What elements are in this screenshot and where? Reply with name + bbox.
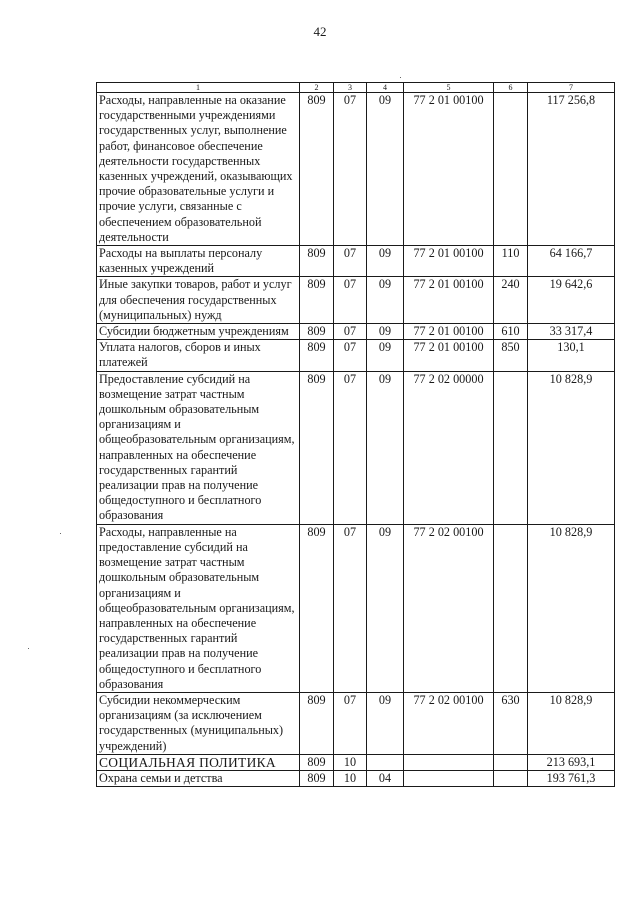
expense-name: Субсидии некоммерческим организациям (за исключением государственных (муниципальных) учреждений) (97, 692, 300, 754)
expense-name: Иные закупки товаров, работ и услуг для обеспечения государственных (муниципальных) нужд (97, 277, 300, 324)
budget-table (96, 82, 615, 787)
column-header: 5 (404, 83, 494, 93)
target-article-code: 77 2 02 00100 (404, 692, 494, 754)
section-code: 07 (334, 277, 367, 324)
table-row (97, 692, 615, 754)
target-article-code (404, 770, 494, 786)
column-header: 7 (528, 83, 615, 93)
column-header: 3 (334, 83, 367, 93)
subsection-code: 09 (367, 277, 404, 324)
table-row-section (97, 754, 615, 770)
section-code: 10 (334, 770, 367, 786)
section-code: 07 (334, 246, 367, 277)
ministry-code: 809 (300, 754, 334, 770)
subsection-code (367, 754, 404, 770)
column-header: 1 (97, 83, 300, 93)
subsection-code: 09 (367, 340, 404, 371)
subsection-code: 09 (367, 93, 404, 246)
expense-name: Расходы, направленные на оказание государственными учреждениями государственных услуг, выполнение работ, финансовое обеспечение деятельности государственных казенных учреждений, оказывающих прочие образовательные услуги и прочие услуги, связанные с обеспечением образовательной деятельности (97, 93, 300, 246)
ministry-code: 809 (300, 324, 334, 340)
table-row (97, 340, 615, 371)
expense-name: Охрана семьи и детства (97, 770, 300, 786)
amount: 10 828,9 (528, 692, 615, 754)
amount: 19 642,6 (528, 277, 615, 324)
target-article-code: 77 2 01 00100 (404, 246, 494, 277)
table-header-row (97, 83, 615, 93)
amount: 130,1 (528, 340, 615, 371)
expense-type-code (494, 371, 528, 524)
target-article-code: 77 2 02 00100 (404, 524, 494, 692)
page-number: 42 (313, 24, 327, 39)
ministry-code: 809 (300, 340, 334, 371)
subsection-code: 04 (367, 770, 404, 786)
ministry-code: 809 (300, 692, 334, 754)
expense-type-code: 610 (494, 324, 528, 340)
target-article-code: 77 2 02 00000 (404, 371, 494, 524)
scan-speck (60, 533, 61, 534)
target-article-code (404, 754, 494, 770)
scan-speck (400, 77, 401, 78)
table-row (97, 277, 615, 324)
section-code: 10 (334, 754, 367, 770)
expense-name: Предоставление субсидий на возмещение затрат частным дошкольным образовательным организациям и общеобразовательным организациям, направленных на обеспечение государственных гарантий реализации прав на получение общедоступного и бесплатного образования (97, 371, 300, 524)
expense-name: Расходы, направленные на предоставление субсидий на возмещение затрат частным дошкольным образовательным организациям и общеобразовательным организациям, направленных на обеспечение государственных гарантий реализации прав на получение общедоступного и бесплатного образования (97, 524, 300, 692)
table-row (97, 524, 615, 692)
target-article-code: 77 2 01 00100 (404, 277, 494, 324)
table-row (97, 324, 615, 340)
column-header: 2 (300, 83, 334, 93)
ministry-code: 809 (300, 770, 334, 786)
table-row (97, 770, 615, 786)
ministry-code: 809 (300, 524, 334, 692)
subsection-code: 09 (367, 371, 404, 524)
column-header: 4 (367, 83, 404, 93)
target-article-code: 77 2 01 00100 (404, 93, 494, 246)
section-code: 07 (334, 371, 367, 524)
section-code: 07 (334, 324, 367, 340)
expense-type-code: 240 (494, 277, 528, 324)
expense-type-code: 630 (494, 692, 528, 754)
amount: 213 693,1 (528, 754, 615, 770)
target-article-code: 77 2 01 00100 (404, 340, 494, 371)
expense-type-code (494, 524, 528, 692)
expense-name: Расходы на выплаты персоналу казенных учреждений (97, 246, 300, 277)
column-header: 6 (494, 83, 528, 93)
table-row (97, 93, 615, 246)
target-article-code: 77 2 01 00100 (404, 324, 494, 340)
section-code: 07 (334, 692, 367, 754)
ministry-code: 809 (300, 277, 334, 324)
table-row (97, 371, 615, 524)
ministry-code: 809 (300, 371, 334, 524)
ministry-code: 809 (300, 246, 334, 277)
expense-type-code (494, 754, 528, 770)
amount: 193 761,3 (528, 770, 615, 786)
section-code: 07 (334, 93, 367, 246)
expense-name: Уплата налогов, сборов и иных платежей (97, 340, 300, 371)
table-row (97, 246, 615, 277)
expense-type-code: 110 (494, 246, 528, 277)
amount: 33 317,4 (528, 324, 615, 340)
ministry-code: 809 (300, 93, 334, 246)
expense-type-code: 850 (494, 340, 528, 371)
subsection-code: 09 (367, 324, 404, 340)
amount: 10 828,9 (528, 524, 615, 692)
section-code: 07 (334, 340, 367, 371)
amount: 64 166,7 (528, 246, 615, 277)
expense-type-code (494, 93, 528, 246)
subsection-code: 09 (367, 692, 404, 754)
amount: 10 828,9 (528, 371, 615, 524)
section-code: 07 (334, 524, 367, 692)
subsection-code: 09 (367, 524, 404, 692)
expense-type-code (494, 770, 528, 786)
scan-speck (28, 648, 29, 649)
expense-name: Субсидии бюджетным учреждениям (97, 324, 300, 340)
section-name: СОЦИАЛЬНАЯ ПОЛИТИКА (97, 754, 300, 770)
subsection-code: 09 (367, 246, 404, 277)
amount: 117 256,8 (528, 93, 615, 246)
